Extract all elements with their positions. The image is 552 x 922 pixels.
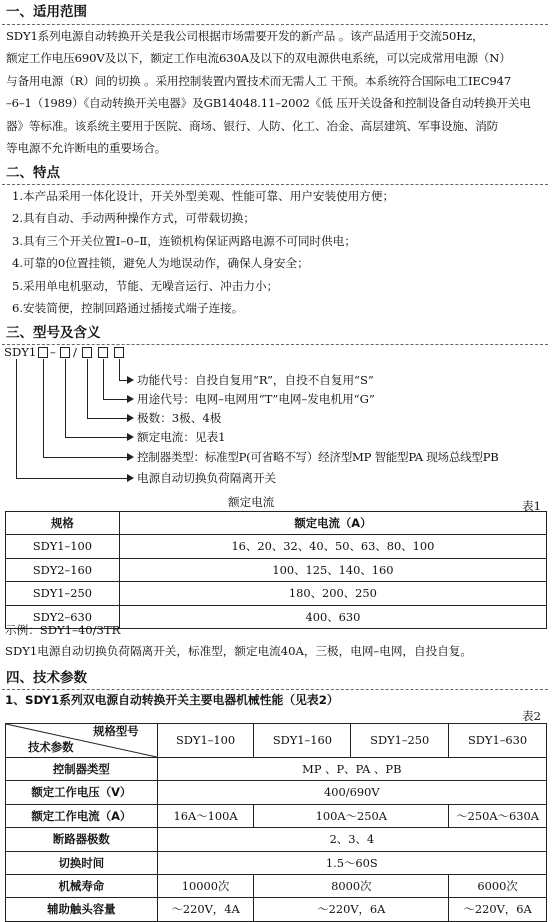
table-row <box>6 582 547 605</box>
section-4-title: 四、技术参数 <box>6 670 87 686</box>
feature-item: 4.可靠的0位置挂锁，避免人为地误动作，确保人身安全； <box>12 256 309 271</box>
table-row-label: 机械寿命 <box>6 875 158 898</box>
feature-item: 1.本产品采用一体化设计，开关外型美观、性能可靠、用户安装使用方便； <box>12 189 395 203</box>
table-row <box>6 758 547 781</box>
table-row-label: 断路器极数 <box>6 828 158 851</box>
table1-caption: 额定电流 <box>228 495 275 509</box>
table-cell: ～250A～630A <box>449 804 547 827</box>
paragraph-line: 等电源不允许断电的重要场合。 <box>6 141 167 156</box>
table-cell: SDY1–100 <box>6 535 120 558</box>
section-1-title: 一、适用范围 <box>6 4 87 20</box>
arrow-icon <box>127 395 134 403</box>
table-header-row <box>6 512 547 535</box>
table-cell: 100A～250A <box>254 804 449 827</box>
table-cell: SDY1–250 <box>6 582 120 605</box>
code-label-function: 功能代号：自投自复用“R”，自投不自复用“S” <box>137 373 374 387</box>
table-cell: ～220V，6A <box>254 898 449 921</box>
leader-line <box>103 399 127 400</box>
model-prefix: SDY1 <box>4 345 37 359</box>
table-cell: 10000次 <box>157 875 254 898</box>
table-cell: 6000次 <box>449 875 547 898</box>
table-row <box>6 535 547 558</box>
table-row <box>6 828 547 851</box>
paragraph-line: SDY1系列电源自动转换开关是我公司根据市场需要开发的新产品 。该产品适用于交流50Hz， <box>6 29 484 43</box>
arrow-icon <box>127 474 134 482</box>
code-box-usage <box>98 347 108 358</box>
table-cell: 400、630 <box>119 605 546 628</box>
arrow-icon <box>127 414 134 422</box>
leader-line <box>103 359 104 399</box>
rated-current-table <box>5 511 547 629</box>
feature-item: 5.采用单电机驱动，节能、无噪音运行、冲击力小； <box>12 278 279 293</box>
table-cell: SDY2–160 <box>6 558 120 581</box>
table1-number: 表1 <box>522 499 541 513</box>
example-description: SDY1电源自动切换负荷隔离开关，标准型，额定电流40A，三极，电网–电网，自投自复。 <box>5 644 472 658</box>
table-cell: MP 、P、PA 、PB <box>157 758 546 781</box>
model-slash: / <box>73 345 77 359</box>
leader-line <box>43 359 44 457</box>
table-cell: 1.5～60S <box>157 851 546 874</box>
section-1-paragraph <box>6 25 548 159</box>
table-row <box>6 851 547 874</box>
table-header-cell: SDY1–100 <box>157 724 254 758</box>
arrow-icon <box>127 376 134 384</box>
table-cell: 16A～100A <box>157 804 254 827</box>
table-corner-cell <box>6 724 158 758</box>
leader-line <box>65 359 66 437</box>
table-row-label: 额定工作电压（V） <box>6 781 158 804</box>
leader-line <box>87 418 127 419</box>
feature-item: 2.具有自动、手动两种操作方式，可带载切换； <box>12 211 255 226</box>
table-row <box>6 898 547 921</box>
section-4-subtitle: 1、SDY1系列双电源自动转换开关主要电器机械性能（见表2） <box>5 693 339 707</box>
table-header-row <box>6 724 547 758</box>
table-row <box>6 875 547 898</box>
table-cell: 16、20、32、40、50、63、80、100 <box>119 535 546 558</box>
leader-line <box>119 359 120 380</box>
leader-line <box>16 478 127 479</box>
code-label-usage: 用途代号：电网–电网用“T”电网–发电机用“G” <box>137 392 375 406</box>
leader-line <box>87 359 88 418</box>
paragraph-line: 与备用电源（R）间的切换 。采用控制装置内置技术而无需人工 干预。本系统符合国际电工IEC947 <box>6 73 512 88</box>
leader-line <box>65 437 127 438</box>
features-list <box>12 185 548 319</box>
table-header-cell: SDY1–630 <box>449 724 547 758</box>
code-label-poles: 极数：3极、4极 <box>137 411 222 425</box>
section-3-title: 三、型号及含义 <box>6 325 101 341</box>
code-label-product: 电源自动切换负荷隔离开关 <box>137 471 277 485</box>
paragraph-line: –6–1（1989）《自动转换开关电器》及GB14048.11–2002《低 压开关设备和控制设备自动转换开关电 <box>6 96 531 111</box>
code-box-controller <box>38 347 48 358</box>
leader-line <box>119 380 127 381</box>
code-label-current: 额定电流：见表1 <box>137 430 226 444</box>
tech-params-table <box>5 723 547 922</box>
feature-item: 3.具有三个开关位置Ⅰ–0–Ⅱ，连锁机构保证两路电源不可同时供电； <box>12 233 356 248</box>
table-row <box>6 781 547 804</box>
table-cell: 180、200、250 <box>119 582 546 605</box>
table-header-cell: 规格 <box>6 512 120 535</box>
table2-number: 表2 <box>522 709 541 723</box>
table-row-label: 控制器类型 <box>6 758 158 781</box>
table-row <box>6 558 547 581</box>
table-cell: ～220V，4A <box>157 898 254 921</box>
table-cell: 400/690V <box>157 781 546 804</box>
leader-line <box>16 359 17 478</box>
arrow-icon <box>127 433 134 441</box>
table-row-label: 额定工作电流（A） <box>6 804 158 827</box>
code-box-current <box>60 347 70 358</box>
code-label-controller: 控制器类型：标准型P(可省略不写）经济型MP 智能型PA 现场总线型PB <box>137 450 499 464</box>
table-row <box>6 804 547 827</box>
feature-item: 6.安装简便，控制回路通过插接式端子连接。 <box>12 301 244 316</box>
table-cell: 100、125、140、160 <box>119 558 546 581</box>
example-code: 示例：SDY1–40/3TR <box>5 623 121 637</box>
table-cell: 2、3、4 <box>157 828 546 851</box>
paragraph-line: 额定工作电压690V及以下，额定工作电流630A及以下的双电源供电系统，可以完成常用电源（N） <box>6 51 511 66</box>
section-2-title: 二、特点 <box>6 165 60 181</box>
table-row-label: 辅助触头容量 <box>6 898 158 921</box>
code-box-poles <box>82 347 92 358</box>
code-box-function <box>114 347 124 358</box>
section-divider <box>2 344 548 345</box>
paragraph-line: 器》等标准。该系统主要用于医院、商场、银行、人防、化工、冶金、高层建筑、军事设施、消防 <box>6 118 499 133</box>
table-cell: ～220V，6A <box>449 898 547 921</box>
corner-bottom-label: 技术参数 <box>28 740 74 754</box>
corner-top-label: 规格型号 <box>93 724 139 738</box>
table-cell: SDY2–630 <box>6 605 120 628</box>
table-row-label: 切换时间 <box>6 851 158 874</box>
arrow-icon <box>127 453 134 461</box>
table-header-cell: SDY1–160 <box>254 724 351 758</box>
model-dash: – <box>50 345 56 359</box>
table-header-cell: 额定电流（A） <box>119 512 546 535</box>
table-cell: 8000次 <box>254 875 449 898</box>
leader-line <box>43 457 127 458</box>
table-header-cell: SDY1–250 <box>351 724 449 758</box>
